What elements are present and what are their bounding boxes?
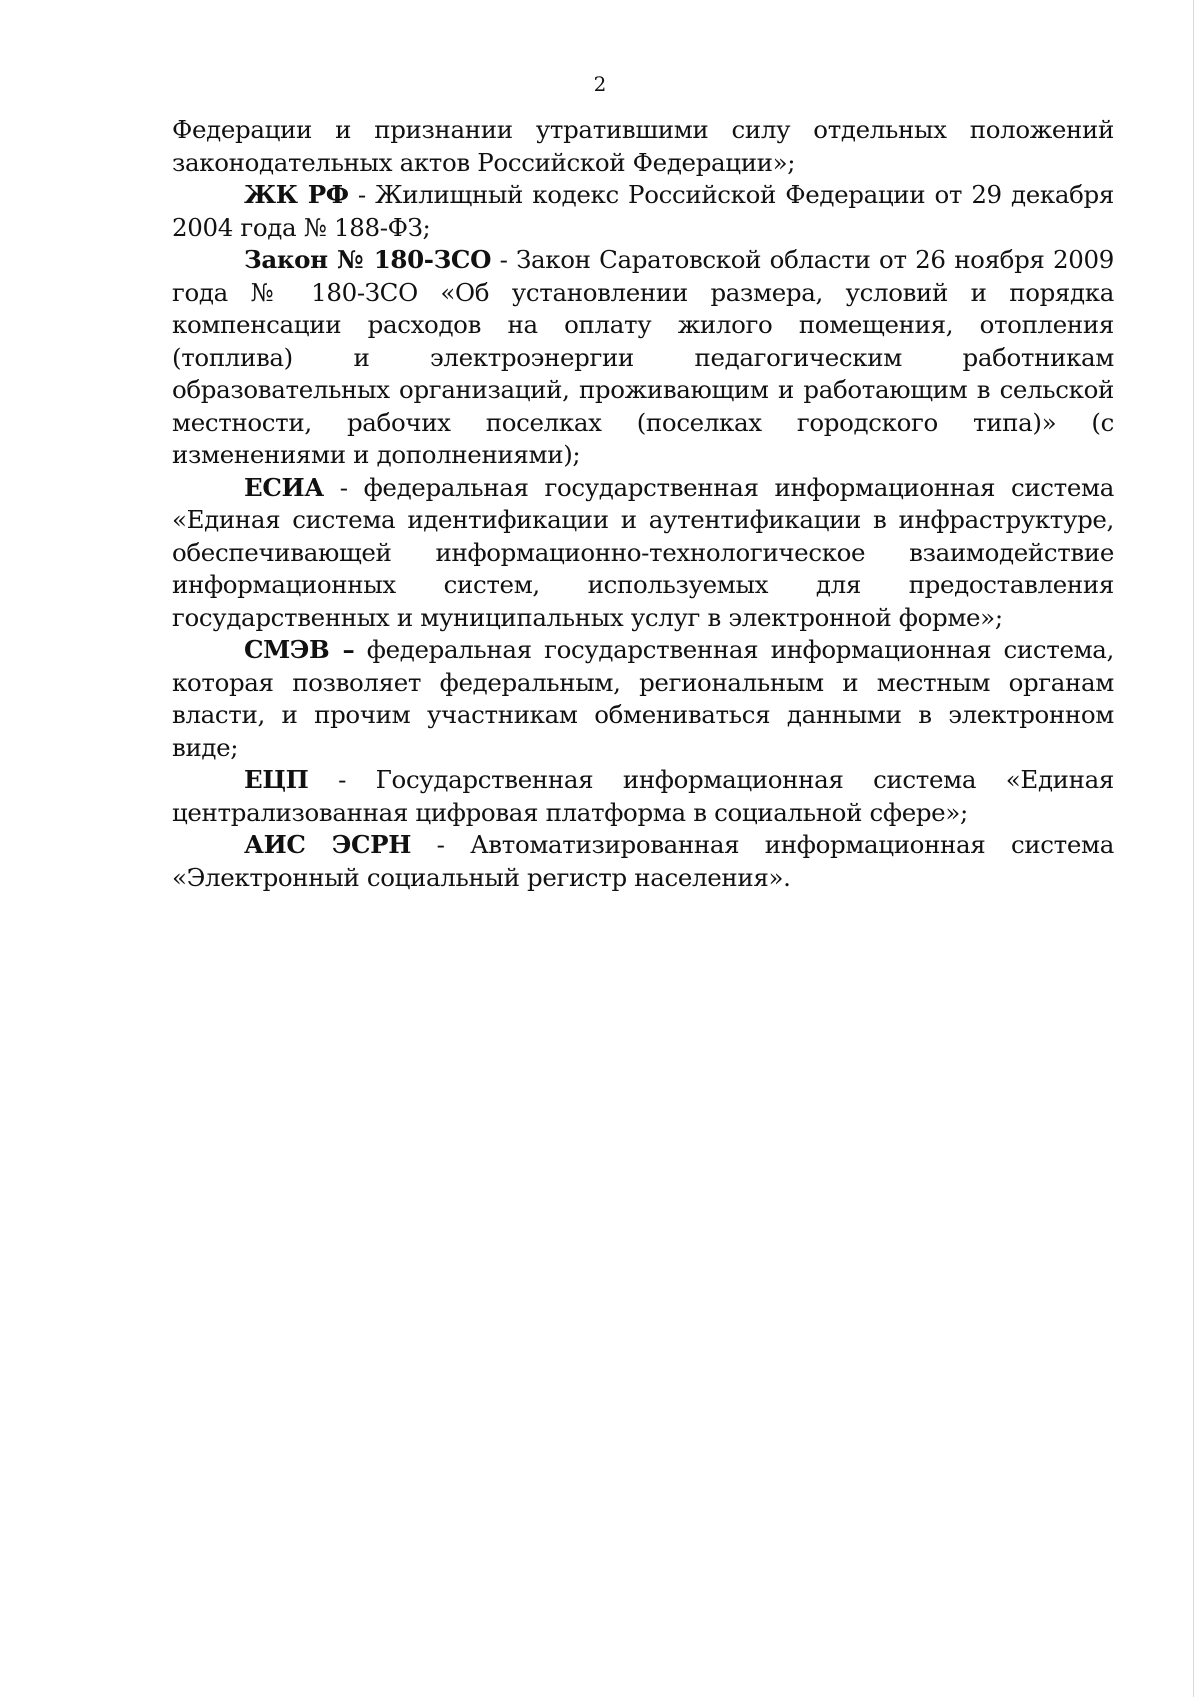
paragraph-continuation — [172, 114, 1114, 179]
definition-separator: - — [323, 472, 364, 502]
definition-text: Государственная информационная система «Единая централизованная цифровая платформа в социальной сфере»; — [172, 765, 1114, 827]
definition-separator: - — [348, 180, 376, 209]
definition-term: АИС ЭСРН — [244, 830, 412, 859]
definition-text: федеральная государственная информационная система, которая позволяет федеральным, региональным и местным органам власти, и прочим участникам обмениваться данными в электронном виде; — [172, 635, 1114, 762]
definition-term: Закон № 180-ЗСО — [244, 245, 492, 274]
page-edge-line — [1193, 0, 1194, 1697]
paragraph-text: Федерации и признании утратившими силу отдельных положений законодательных актов Российской Федерации»; — [172, 115, 1114, 177]
definition-separator: - — [411, 830, 471, 859]
definition-separator: - — [491, 245, 517, 274]
page-number: 2 — [593, 72, 607, 96]
definition-text: Жилищный кодекс Российской Федерации от 29 декабря 2004 года № 188-ФЗ; — [172, 180, 1114, 242]
definition-term: ЕСИА — [244, 472, 324, 502]
definition-term: ЕЦП — [244, 765, 309, 794]
definition-text: Закон Саратовской области от 26 ноября 2009 года № 180-ЗСО «Об установлении размера, условий и порядка компенсации расходов на оплату жилого помещения, отопления (топлива) и электроэнергии педагогическим работникам образовательных организаций, проживающим и работающим в сельской местности, рабочих поселках (поселках городского типа)» (с изменениями и дополнениями); — [172, 245, 1115, 469]
definition-smev — [172, 634, 1114, 764]
definition-separator: - — [308, 765, 376, 794]
definition-text: Автоматизированная информационная система «Электронный социальный регистр населения». — [172, 830, 1114, 892]
definition-esia — [172, 472, 1114, 635]
definition-term: СМЭВ – — [244, 635, 355, 664]
definition-law-180-zso — [172, 244, 1114, 472]
definition-text: федеральная государственная информационная система «Единая система идентификации и аутентификации в инфраструктуре, обеспечивающей информационно-технологическое взаимодействие информационных систем, используемых для предоставления государственных и муниципальных услуг в электронной форме»; — [172, 472, 1114, 632]
definition-zhk-rf — [172, 179, 1114, 244]
definition-separator — [354, 635, 366, 664]
definition-ecp — [172, 764, 1114, 829]
document-body — [172, 114, 1114, 894]
definition-term: ЖК РФ — [244, 180, 349, 209]
definition-ais-esrn — [172, 829, 1114, 894]
